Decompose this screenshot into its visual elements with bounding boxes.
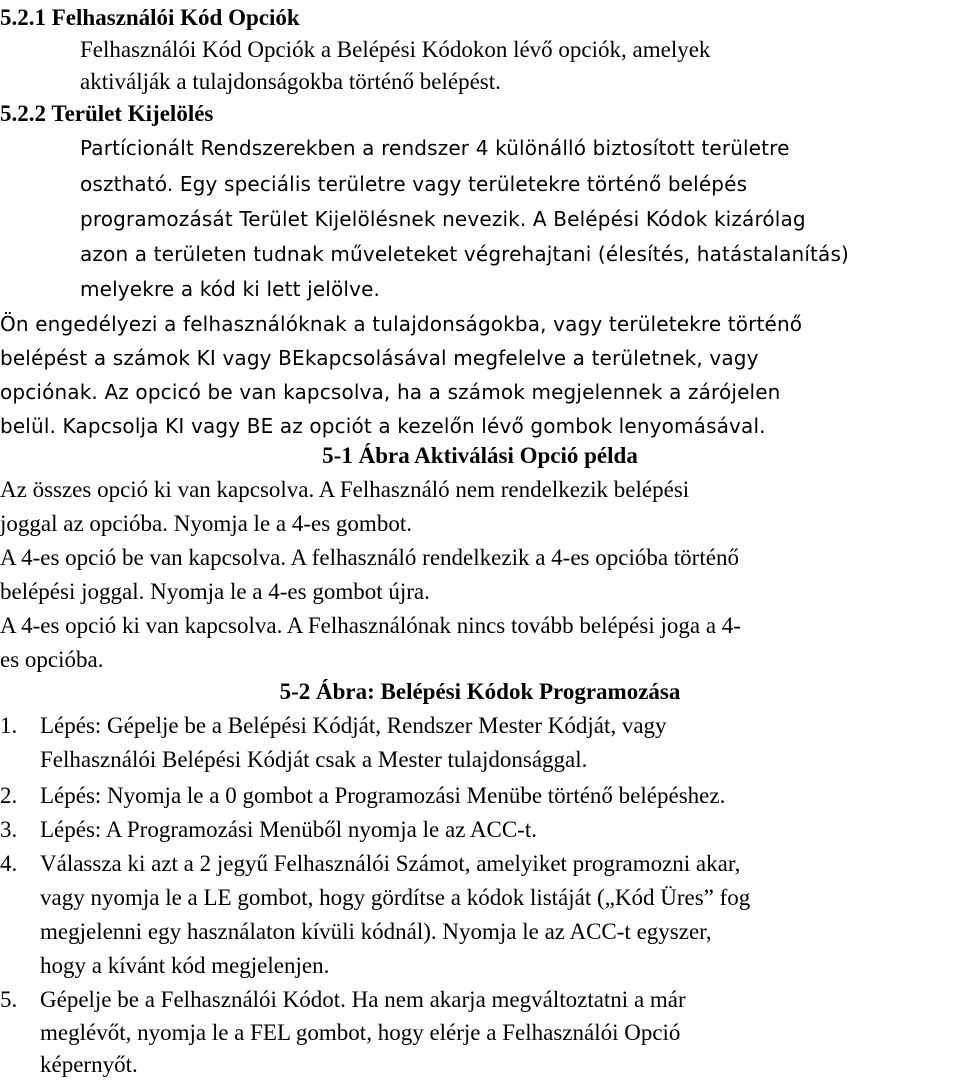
step-4-line-4: hogy a kívánt kód megjelenjen. (40, 953, 330, 978)
section-5-2-1-line-2: aktiválják a tulajdonságokba történő belépést. (80, 69, 501, 94)
figure-5-1-line-4: belépési joggal. Nyomja le a 4-es gombot újra. (0, 579, 430, 604)
section-heading-5-2-2: 5.2.2 Terület Kijelölés (0, 101, 214, 126)
step-5-line-1: Gépelje be a Felhasználói Kódot. Ha nem akarja megváltoztatni a már (40, 987, 686, 1012)
section-5-2-2-line-4: azon a területen tudnak műveleteket végrehajtani (élesítés, hatástalanítás) (80, 242, 849, 266)
figure-5-2-caption: 5-2 Ábra: Belépési Kódok Programozása (279, 679, 681, 704)
step-2-line-1: Lépés: Nyomja le a 0 gombot a Programozási Menübe történő belépéshez. (40, 783, 726, 808)
paragraph-line-1: Ön engedélyezi a felhasználóknak a tulajdonságokba, vagy területekre történő (0, 312, 803, 336)
section-5-2-2-line-2: osztható. Egy speciális területre vagy területekre történő belépés (80, 172, 748, 196)
paragraph-line-3: opciónak. Az opcicó be van kapcsolva, ha a számok megjelennek a zárójelen (0, 380, 781, 404)
figure-5-1-caption: 5-1 Ábra Aktiválási Opció példa (322, 443, 638, 468)
step-2-number: 2. (0, 783, 18, 808)
figure-5-1-line-1: Az összes opció ki van kapcsolva. A Felhasználó nem rendelkezik belépési (0, 477, 690, 502)
step-5-number: 5. (0, 987, 18, 1012)
step-3-line-1: Lépés: A Programozási Menüből nyomja le az ACC-t. (40, 817, 537, 842)
section-5-2-1-line-1: Felhasználói Kód Opciók a Belépési Kódokon lévő opciók, amelyek (80, 37, 711, 62)
step-4-line-2: vagy nyomja le a LE gombot, hogy gördítse a kódok listáját („Kód Üres” fog (40, 885, 751, 910)
step-3-number: 3. (0, 817, 18, 842)
figure-5-1-line-5: A 4-es opció ki van kapcsolva. A Felhasználónak nincs tovább belépési joga a 4- (0, 613, 741, 638)
figure-5-1-line-2: joggal az opcióba. Nyomja le a 4-es gombot. (0, 511, 412, 536)
step-1-line-2: Felhasználói Belépési Kódját csak a Mester tulajdonsággal. (40, 747, 588, 772)
figure-5-1-line-6: es opcióba. (0, 647, 104, 672)
step-1-number: 1. (0, 713, 18, 738)
step-4-number: 4. (0, 851, 18, 876)
step-4-line-3: megjelenni egy használaton kívüli kódnál). Nyomja le az ACC-t egyszer, (40, 919, 712, 944)
section-5-2-2-line-1: Partícionált Rendszerekben a rendszer 4 különálló biztosított területre (80, 136, 790, 160)
step-4-line-1: Válassza ki azt a 2 jegyű Felhasználói Számot, amelyiket programozni akar, (40, 851, 741, 876)
section-5-2-2-line-3: programozását Terület Kijelölésnek nevezik. A Belépési Kódok kizárólag (80, 207, 806, 231)
step-5-line-2: meglévőt, nyomja le a FEL gombot, hogy elérje a Felhasználói Opció (40, 1020, 681, 1045)
paragraph-line-2: belépést a számok KI vagy BEkapcsolásával megfelelve a területnek, vagy (0, 346, 759, 370)
step-5-line-3: képernyőt. (40, 1052, 138, 1077)
figure-5-1-line-3: A 4-es opció be van kapcsolva. A felhasználó rendelkezik a 4-es opcióba történő (0, 545, 739, 570)
paragraph-line-4: belül. Kapcsolja KI vagy BE az opciót a kezelőn lévő gombok lenyomásával. (0, 414, 766, 438)
section-5-2-2-line-5: melyekre a kód ki lett jelölve. (80, 277, 381, 301)
section-heading-5-2-1: 5.2.1 Felhasználói Kód Opciók (0, 5, 300, 30)
step-1-line-1: Lépés: Gépelje be a Belépési Kódját, Rendszer Mester Kódját, vagy (40, 713, 667, 738)
